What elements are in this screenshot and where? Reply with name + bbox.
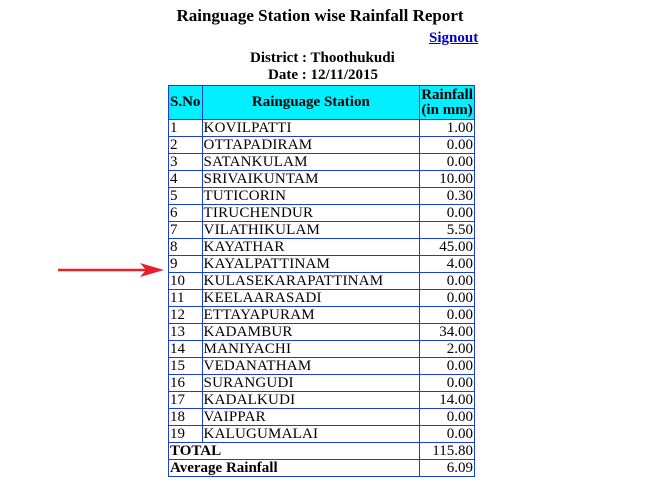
total-label: TOTAL <box>169 443 420 460</box>
table-row <box>169 154 475 171</box>
row-sno: 3 <box>169 154 203 171</box>
row-sno: 9 <box>169 256 203 273</box>
table-header-row <box>169 86 475 120</box>
row-station: SURANGUDI <box>202 375 420 392</box>
row-rainfall: 0.00 <box>420 307 475 324</box>
row-sno: 18 <box>169 409 203 426</box>
row-rainfall: 2.00 <box>420 341 475 358</box>
row-sno: 14 <box>169 341 203 358</box>
table-row <box>169 171 475 188</box>
row-sno: 8 <box>169 239 203 256</box>
row-sno: 11 <box>169 290 203 307</box>
row-rainfall: 4.00 <box>420 256 475 273</box>
table-row <box>169 358 475 375</box>
table-row <box>169 375 475 392</box>
row-rainfall: 14.00 <box>420 392 475 409</box>
table-row <box>169 409 475 426</box>
row-rainfall: 0.00 <box>420 154 475 171</box>
row-station: KADAMBUR <box>202 324 420 341</box>
row-sno: 19 <box>169 426 203 443</box>
table-row <box>169 222 475 239</box>
column-header-station: Rainguage Station <box>202 86 420 120</box>
table-row <box>169 426 475 443</box>
row-station: OTTAPADIRAM <box>202 137 420 154</box>
table-row <box>169 256 475 273</box>
red-arrow-icon <box>58 263 164 277</box>
row-station: KAYATHAR <box>202 239 420 256</box>
average-value: 6.09 <box>420 460 475 477</box>
row-station: TIRUCHENDUR <box>202 205 420 222</box>
table-row <box>169 120 475 137</box>
row-sno: 1 <box>169 120 203 137</box>
average-row <box>169 460 475 477</box>
table-row <box>169 341 475 358</box>
row-station: VILATHIKULAM <box>202 222 420 239</box>
row-station: SATANKULAM <box>202 154 420 171</box>
row-rainfall: 34.00 <box>420 324 475 341</box>
row-station: KAYALPATTINAM <box>202 256 420 273</box>
table-row <box>169 205 475 222</box>
rainfall-header-line2: (in mm) <box>421 101 473 118</box>
table-row <box>169 137 475 154</box>
row-station: KALUGUMALAI <box>202 426 420 443</box>
row-rainfall: 0.00 <box>420 375 475 392</box>
row-station: VEDANATHAM <box>202 358 420 375</box>
table-row <box>169 239 475 256</box>
row-sno: 10 <box>169 273 203 290</box>
column-header-rainfall <box>420 86 475 120</box>
page-title: Rainguage Station wise Rainfall Report <box>176 6 464 25</box>
total-value: 115.80 <box>420 443 475 460</box>
row-rainfall: 1.00 <box>420 120 475 137</box>
row-sno: 4 <box>169 171 203 188</box>
table-row <box>169 290 475 307</box>
rainfall-table <box>168 85 475 477</box>
row-station: KADALKUDI <box>202 392 420 409</box>
row-sno: 16 <box>169 375 203 392</box>
row-rainfall: 45.00 <box>420 239 475 256</box>
row-rainfall: 0.00 <box>420 426 475 443</box>
table-row <box>169 307 475 324</box>
row-sno: 5 <box>169 188 203 205</box>
row-station: TUTICORIN <box>202 188 420 205</box>
row-rainfall: 5.50 <box>420 222 475 239</box>
row-station: SRIVAIKUNTAM <box>202 171 420 188</box>
row-station: KULASEKARAPATTINAM <box>202 273 420 290</box>
signout-link[interactable]: Signout <box>429 30 479 46</box>
row-station: VAIPPAR <box>202 409 420 426</box>
total-row <box>169 443 475 460</box>
table-body <box>169 120 475 443</box>
row-sno: 15 <box>169 358 203 375</box>
date-label: Date : 12/11/2015 <box>268 67 378 83</box>
row-sno: 17 <box>169 392 203 409</box>
row-rainfall: 0.00 <box>420 358 475 375</box>
row-sno: 2 <box>169 137 203 154</box>
table-row <box>169 392 475 409</box>
row-rainfall: 10.00 <box>420 171 475 188</box>
row-station: KEELAARASADI <box>202 290 420 307</box>
column-header-sno: S.No <box>169 86 203 120</box>
row-sno: 6 <box>169 205 203 222</box>
average-label: Average Rainfall <box>169 460 420 477</box>
row-sno: 13 <box>169 324 203 341</box>
row-station: ETTAYAPURAM <box>202 307 420 324</box>
row-station: MANIYACHI <box>202 341 420 358</box>
row-rainfall: 0.00 <box>420 290 475 307</box>
table-row <box>169 324 475 341</box>
row-rainfall: 0.30 <box>420 188 475 205</box>
row-sno: 12 <box>169 307 203 324</box>
rainfall-header-line1: Rainfall <box>421 86 473 103</box>
row-sno: 7 <box>169 222 203 239</box>
table-row <box>169 273 475 290</box>
row-station: KOVILPATTI <box>202 120 420 137</box>
row-rainfall: 0.00 <box>420 409 475 426</box>
row-rainfall: 0.00 <box>420 137 475 154</box>
table-row <box>169 188 475 205</box>
district-label: District : Thoothukudi <box>250 50 395 66</box>
row-rainfall: 0.00 <box>420 205 475 222</box>
row-rainfall: 0.00 <box>420 273 475 290</box>
